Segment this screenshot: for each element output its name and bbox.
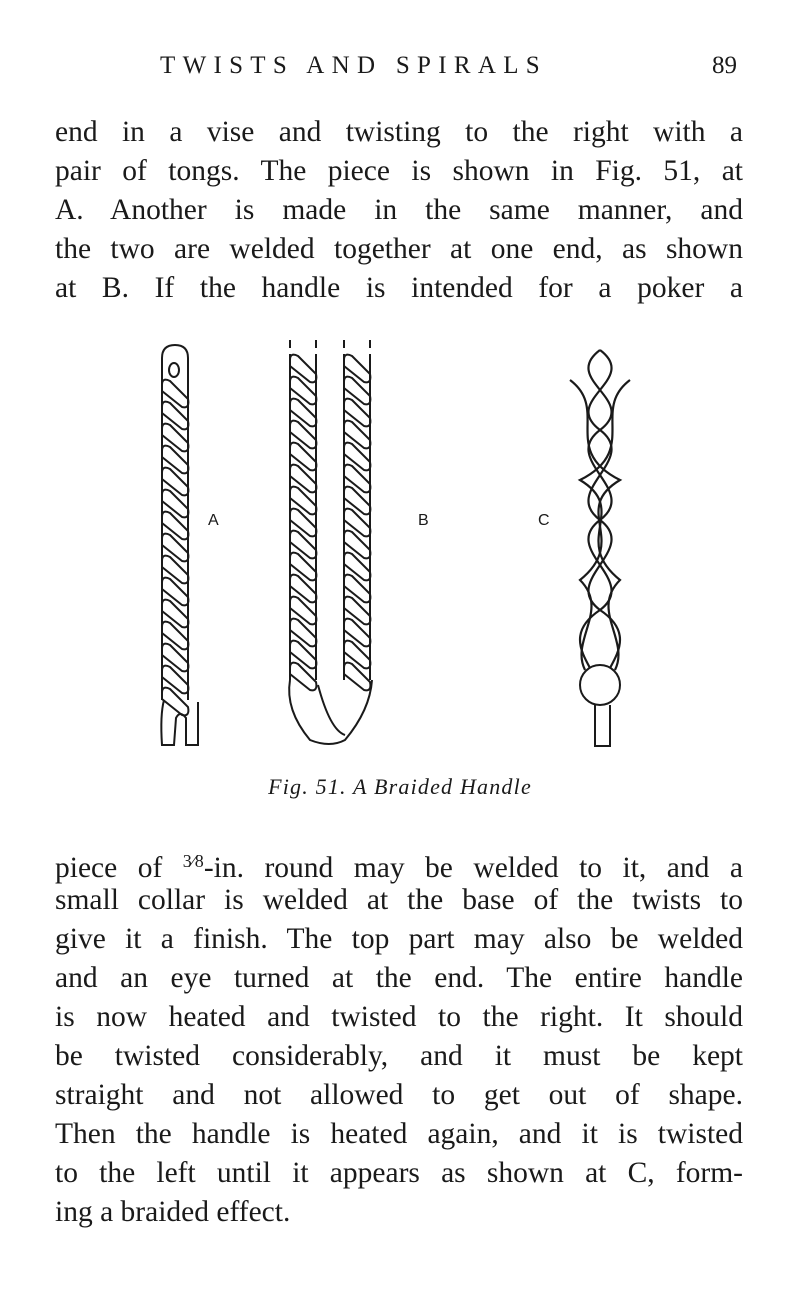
page-number: 89 — [712, 52, 737, 79]
text-line: end in a vise and twisting to the right with a — [55, 116, 743, 148]
figure-caption: Fig. 51. A Braided Handle — [268, 774, 532, 799]
fraction-three-eighths: 3⁄8 — [182, 851, 204, 871]
text-line: at B. If the handle is intended for a poker a — [55, 272, 743, 304]
text-segment: -in. round may be welded to it, and a — [203, 852, 743, 884]
text-line: the two are welded together at one end, as shown — [55, 233, 743, 265]
text-line: Then the handle is heated again, and it is twisted — [55, 1118, 743, 1150]
paragraph-1 — [55, 113, 743, 308]
text-line: be twisted considerably, and it must be kept — [55, 1040, 743, 1072]
paragraph-2 — [55, 842, 743, 1232]
text-segment: piece of — [55, 852, 183, 884]
page-header — [0, 52, 800, 92]
figure-label-c: C — [538, 512, 550, 529]
braided-handle-c-illustration — [580, 665, 620, 746]
text-line: is now heated and twisted to the right. It should — [55, 1001, 743, 1033]
text-line: small collar is welded at the base of the twists to — [55, 884, 743, 916]
text-line: give it a finish. The top part may also be welded — [55, 923, 743, 955]
text-line: ing a braided effect. — [55, 1196, 291, 1228]
twisted-rods-b-illustration — [290, 340, 370, 348]
text-line: and an eye turned at the end. The entire handle — [55, 962, 743, 994]
text-line — [55, 842, 743, 884]
text-line: pair of tongs. The piece is shown in Fig. 51, at — [55, 155, 743, 187]
running-title: TWISTS AND SPIRALS — [160, 52, 547, 79]
text-line: A. Another is made in the same manner, and — [55, 194, 743, 226]
twisted-rod-a-illustration — [160, 345, 190, 380]
braided-handle-illustration — [140, 340, 660, 760]
figure-label-b: B — [418, 512, 429, 529]
figure-51-braided-handle — [140, 340, 660, 760]
figure-label-a: A — [208, 512, 219, 529]
text-line: straight and not allowed to get out of shape. — [55, 1079, 743, 1111]
text-line: to the left until it appears as shown at C, form- — [55, 1157, 743, 1189]
